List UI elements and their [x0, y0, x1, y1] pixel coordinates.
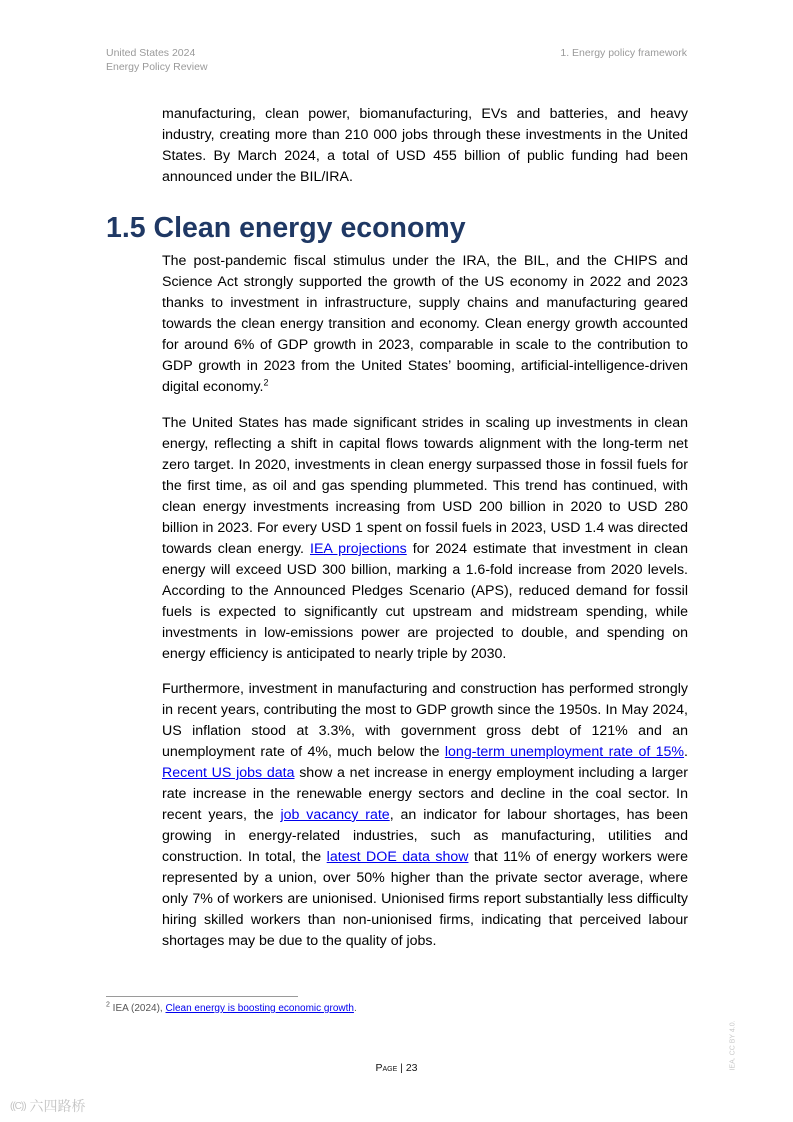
- paragraph-text: , an indicator for labour shortages, has been growing in energy-related industries, such as manufacturing, utilities and construction. In total, the: [162, 807, 688, 865]
- report-subtitle: Energy Policy Review: [106, 61, 208, 74]
- paragraph-clean-investment: [162, 413, 688, 665]
- report-title: United States 2024: [106, 47, 196, 59]
- link-us-jobs-data[interactable]: Recent US jobs data: [162, 765, 295, 781]
- paragraph-text: .: [684, 744, 688, 760]
- watermark-text: 六四路桥: [29, 1098, 86, 1114]
- link-job-vacancy-rate[interactable]: job vacancy rate: [280, 807, 390, 823]
- paragraph-labour-market: [162, 679, 688, 952]
- footnote: [106, 1003, 357, 1014]
- footnote-link[interactable]: Clean energy is boosting economic growth: [165, 1003, 354, 1014]
- paragraph-text: show a net increase in energy employment including a larger rate increase in the renewable energy sectors and decline in the coal sector. In recent years, the: [162, 765, 688, 823]
- paragraph-gdp-growth: [162, 251, 688, 398]
- footnote-reference[interactable]: 2: [263, 377, 269, 388]
- continued-paragraph: manufacturing, clean power, biomanufacturing, EVs and batteries, and heavy industry, creating more than 210 000 jobs through these investments in the United States. By March 2024, a total of USD 455 billion of public funding had been announced under the BIL/IRA.: [162, 106, 688, 185]
- watermark-logo-icon: ((C)): [10, 1100, 26, 1112]
- section-heading: 1.5 Clean energy economy: [106, 212, 466, 244]
- page-separator: |: [397, 1062, 406, 1074]
- footnote-end: .: [353, 1003, 357, 1014]
- paragraph-text: for 2024 estimate that investment in clean energy will exceed USD 300 billion, marking a 1.6-fold increase from 2020 levels. According to the Announced Pledges Scenario (APS), reduced demand for fossil fuels is expected to significantly cut upstream and midstream spending, while investments in low-emissions power are projected to double, and spending on energy efficiency is anticipated to nearly triple by 2030.: [162, 541, 689, 662]
- page-number-value: 23: [405, 1062, 418, 1074]
- paragraph-text: The United States has made significant strides in scaling up investments in clean energy, reflecting a shift in capital flows towards alignment with the long-term net zero target. In 2020, investments in clean energy surpassed those in fossil fuels for the first time, as oil and gas spending plummeted. This trend has continued, with clean energy investments increasing from USD 200 billion in 2020 to USD 280 billion in 2023. For every USD 1 spent on fossil fuels in 2023, USD 1.4 was directed towards clean energy.: [162, 415, 688, 557]
- watermark: [10, 1096, 86, 1116]
- footnote-number: 2: [106, 1001, 110, 1009]
- page-label: Page: [375, 1062, 398, 1074]
- running-header-right: [560, 46, 687, 60]
- paragraph-text: Furthermore, investment in manufacturing and construction has performed strongly in recent years, contributing the most to GDP growth since the 1950s. In May 2024, US inflation stood at 3.3%, with government gross debt of 121% and an unemployment rate of 4%, much below the: [162, 681, 688, 760]
- page-number: [0, 1062, 793, 1074]
- link-iea-projections[interactable]: IEA projections: [310, 541, 407, 557]
- footnote-divider: [106, 996, 298, 997]
- link-unemployment-rate[interactable]: long-term unemployment rate of 15%: [444, 744, 685, 760]
- link-doe-data[interactable]: latest DOE data show: [326, 849, 469, 865]
- footnote-text: IEA (2024),: [109, 1003, 166, 1014]
- license-note: IEA. CC BY 4.0.: [729, 1020, 737, 1071]
- running-header-left: [106, 46, 208, 74]
- paragraph-text: that 11% of energy workers were represented by a union, over 50% higher than the private sector average, where only 7% of workers are unionised. Unionised firms report substantially less difficulty hiring skilled workers than non-unionised firms, indicating that perceived labour shortages may be due to the quality of jobs.: [162, 849, 688, 949]
- chapter-title: 1. Energy policy framework: [560, 47, 687, 59]
- paragraph-text: The post-pandemic fiscal stimulus under the IRA, the BIL, and the CHIPS and Science Act strongly supported the growth of the US economy in 2022 and 2023 thanks to investment in infrastructure, supply chains and manufacturing geared towards the clean energy transition and economy. Clean energy growth accounted for around 6% of GDP growth in 2023, comparable in scale to the contribution to GDP growth in 2023 from the United States’ booming, artificial-intelligence-driven digital economy.: [162, 253, 688, 395]
